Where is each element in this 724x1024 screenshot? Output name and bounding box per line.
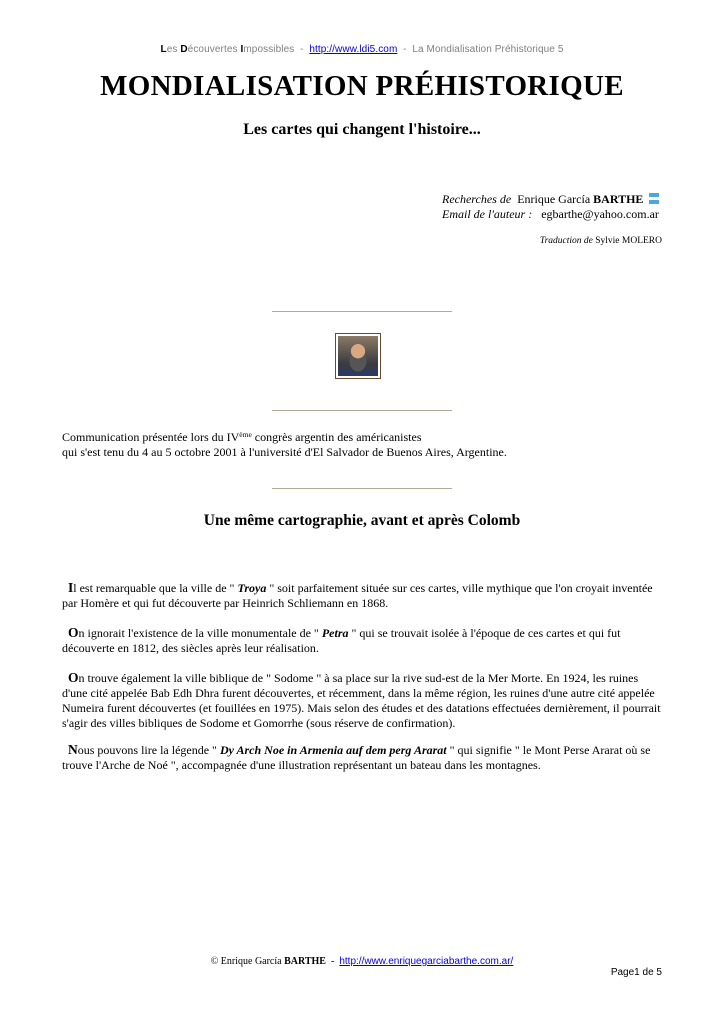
author-portrait [335,333,381,379]
header-word-impossibles: mpossibles [243,44,295,55]
paragraph-ararat [62,742,666,773]
emphasis-legend: Dy Arch Noe in Armenia auf dem perg Ararat [219,743,447,757]
translator-name: Sylvie MOLERO [595,236,662,246]
author-name: Enrique García [517,192,591,206]
section-heading: Une même cartographie, avant et après Colomb [203,512,521,529]
emphasis-petra: Petra [321,626,349,640]
communication-text: congrès argentin des américanistes [251,430,422,444]
paragraph-text: " qui signifie " le Mont Perse Ararat où se trouve l'Arche de Noé ", accompagnée d'une illustration représentant un bateau dans les montagnes. [62,743,651,772]
paragraph-petra [62,625,666,656]
communication-line-1 [62,430,662,445]
research-label: Recherches de [442,192,512,206]
header-initial-d: D [180,44,188,55]
paragraph-text: n trouve également la ville biblique de " Sodome " à sa place sur la rive sud-est de la Mer Morte. En 1924, les ruines d'une cité appelée Bab Edh Dhra furent découvertes, et récemment, dans la même région, les ruines d'une autre cité appelée Numeira furent découvertes (et fouillées en 1975). Mais selon des études et des datations effectuées dernièrement, il pourrait s'agir des villes bibliques de Sodome et Gomorrhe (sous réserve de confirmation). [62,671,661,730]
drop-initial: N [68,742,78,757]
communication-line-2: qui s'est tenu du 4 au 5 octobre 2001 à l'université d'El Salvador de Buenos Aires, Argentine. [62,445,507,459]
footer-separator: - [325,956,340,967]
divider-top [272,311,452,312]
emphasis-troya: Troya [237,581,267,595]
paragraph-sodome [62,670,666,731]
portrait-image [338,336,378,376]
header-initial-l: L [160,44,167,55]
translation-label: Traduction de [539,236,593,246]
header-initial-i: I [240,44,244,55]
drop-initial: I [68,580,74,595]
header-separator: - [397,44,413,55]
header-separator: - [294,44,310,55]
paragraph-text: " qui se trouvait isolée à l'époque de ces cartes et qui fut découverte en 1812, des siècles après leur réalisation. [62,626,621,655]
argentina-flag-icon [649,193,659,204]
page-number: Page1 de 5 [610,967,662,978]
ordinal-suffix: ème [239,430,252,439]
translation-credit [420,236,662,246]
email-label: Email de l'auteur : [442,207,533,221]
header-word-les: es [166,44,181,55]
page-footer [0,956,724,967]
author-surname: BARTHE [593,192,644,206]
paragraph-text: " soit parfaitement située sur ces cartes, ville mythique que l'on croyait inventée par Homère et qui fut découverte par Heinrich Schliemann en 1868. [62,581,653,610]
footer-site-link[interactable]: http://www.enriquegarciabarthe.com.ar/ [339,956,514,967]
author-line [442,192,672,207]
divider-middle [272,410,452,411]
header-document-title: La Mondialisation Préhistorique 5 [412,44,564,55]
paragraph-text: ous pouvons lire la légende " [77,743,220,757]
author-email: egbarthe@yahoo.com.ar [541,207,659,221]
communication-text: Communication présentée lors du IV [62,430,240,444]
header-site-link[interactable]: http://www.ldi5.com [309,44,398,55]
footer-surname: BARTHE [284,956,326,967]
paragraph-troya [62,580,666,611]
paragraph-text: l est remarquable que la ville de " [73,581,238,595]
footer-copyright: © Enrique García [210,956,282,967]
divider-bottom [272,488,452,489]
author-block [442,192,672,222]
header-word-decouvertes: écouvertes [187,44,241,55]
email-line [442,207,672,222]
communication-note [62,430,662,460]
drop-initial: O [68,670,79,685]
paragraph-text: n ignorait l'existence de la ville monumentale de " [78,626,322,640]
running-header [0,44,724,55]
drop-initial: O [68,625,79,640]
page-title: MONDIALISATION PRÉHISTORIQUE [100,70,624,102]
page-subtitle: Les cartes qui changent l'histoire... [243,121,481,138]
